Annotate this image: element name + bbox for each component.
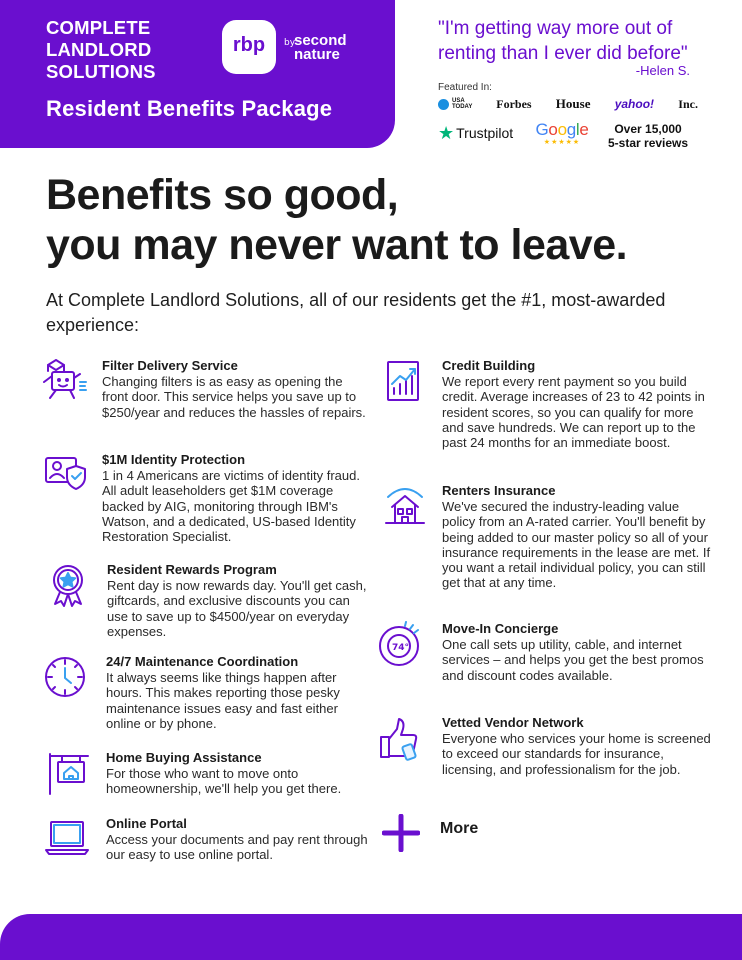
- logo-by-text: by: [284, 38, 296, 48]
- benefit-title: Credit Building: [442, 358, 536, 373]
- benefit-title: Online Portal: [106, 816, 187, 831]
- benefit-title: Filter Delivery Service: [102, 358, 238, 373]
- benefit-title: Home Buying Assistance: [106, 750, 262, 765]
- headline-line: you may never want to leave.: [46, 221, 628, 269]
- testimonial-author: -Helen S.: [635, 63, 690, 78]
- benefit-description: Everyone who services your home is screened to exceed our standards for insurance, licensing, and professionalism for the job.: [442, 731, 711, 777]
- testimonial-quote: "I'm getting way more out of renting than I ever did before": [438, 18, 688, 64]
- filter-delivery-icon: [42, 358, 88, 404]
- featured-in-label: Featured In:: [438, 82, 492, 93]
- benefit-title: $1M Identity Protection: [102, 452, 246, 467]
- benefit-description: It always seems like things happen after hours. This makes reporting those pesky maintenance issues easy and fast either online or by phone.: [106, 670, 340, 731]
- house-logo: House: [555, 96, 591, 111]
- clock-icon: [42, 654, 88, 700]
- logo-brand-text: second nature: [294, 32, 347, 63]
- intro-text: At Complete Landlord Solutions, all of our residents get the #1, most-awarded experience:: [46, 290, 666, 335]
- company-line: SOLUTIONS: [46, 61, 156, 82]
- press-logos: [438, 95, 698, 113]
- house-insurance-icon: [382, 483, 428, 529]
- identity-shield-icon: [42, 452, 88, 498]
- rbp-badge-icon: rbp: [222, 20, 276, 74]
- headline: [46, 170, 726, 270]
- benefit-description: 1 in 4 Americans are victims of identity fraud. All adult leaseholders get $1M coverage backed by AIG, monitoring through IBM's Watson, and a dedicated, US-based Identity Restoration Specialist.: [102, 468, 360, 545]
- benefit-title: Vetted Vendor Network: [442, 715, 584, 730]
- home-sign-icon: [44, 750, 90, 796]
- benefit-description: For those who want to move onto homeownership, we'll help you get there.: [106, 766, 342, 797]
- benefit-description: We report every rent payment so you build credit. Average increases of 23 to 42 points in resident scores, so you can qualify for more and save hundreds. We can report up to the past 24 months for an immediate boost.: [442, 374, 705, 451]
- benefit-title: 24/7 Maintenance Coordination: [106, 654, 299, 669]
- rbp-logo: [220, 14, 360, 80]
- inc-logo: Inc.: [678, 96, 698, 111]
- reviews-count: Over 15,000 5-star reviews: [608, 122, 689, 150]
- benefit-description: Access your documents and pay rent through our easy to use online portal.: [106, 832, 368, 863]
- forbes-logo: Forbes: [496, 96, 532, 111]
- plus-icon: [382, 814, 420, 852]
- benefit-title: Resident Rewards Program: [107, 562, 277, 577]
- thermostat-icon: [376, 621, 422, 667]
- rating-stars-icon: ★★★★★: [543, 139, 581, 146]
- rewards-ribbon-icon: [46, 562, 92, 608]
- benefit-description: Rent day is now rewards day. You'll get cash, giftcards, and exclusive discounts you can use to save up to $4500/year on everyday expenses.: [107, 578, 367, 639]
- company-name: [46, 17, 216, 83]
- benefit-description: One call sets up utility, cable, and internet services – and helps you get the best promos and discount codes available.: [442, 637, 704, 683]
- benefit-description: Changing filters is as easy as opening the front door. This service helps you save up to $250/year and reduces the hassles of repairs.: [102, 374, 366, 420]
- usa-today-logo: USA TODAY: [438, 98, 472, 110]
- benefit-description: We've secured the industry-leading value policy from an A-rated carrier. You'll benefit by being added to our master policy so all of your insurance requirements in the lease are met. If you want a retail individual policy, you can still get that at any time.: [442, 499, 711, 591]
- usa-today-dot-icon: [438, 99, 449, 110]
- svg-text:74°: 74°: [392, 643, 410, 653]
- company-line: LANDLORD: [46, 39, 152, 60]
- ratings-row: [438, 120, 698, 150]
- credit-chart-icon: [382, 358, 428, 404]
- trustpilot-logo: ★ Trustpilot: [438, 123, 514, 143]
- google-logo: Google ★★★★★: [535, 120, 589, 146]
- laptop-icon: [44, 816, 90, 862]
- thumbs-up-icon: [377, 715, 423, 761]
- headline-line: Benefits so good,: [46, 171, 399, 219]
- more-label: More: [440, 820, 479, 837]
- yahoo-logo: yahoo!: [614, 97, 655, 111]
- company-line: COMPLETE: [46, 17, 151, 38]
- package-title: Resident Benefits Package: [46, 96, 333, 121]
- benefit-title: Move-In Concierge: [442, 621, 559, 636]
- benefit-title: Renters Insurance: [442, 483, 556, 498]
- star-icon: ★: [438, 123, 455, 143]
- footer-band: [0, 914, 742, 960]
- more-benefits[interactable]: [380, 812, 540, 852]
